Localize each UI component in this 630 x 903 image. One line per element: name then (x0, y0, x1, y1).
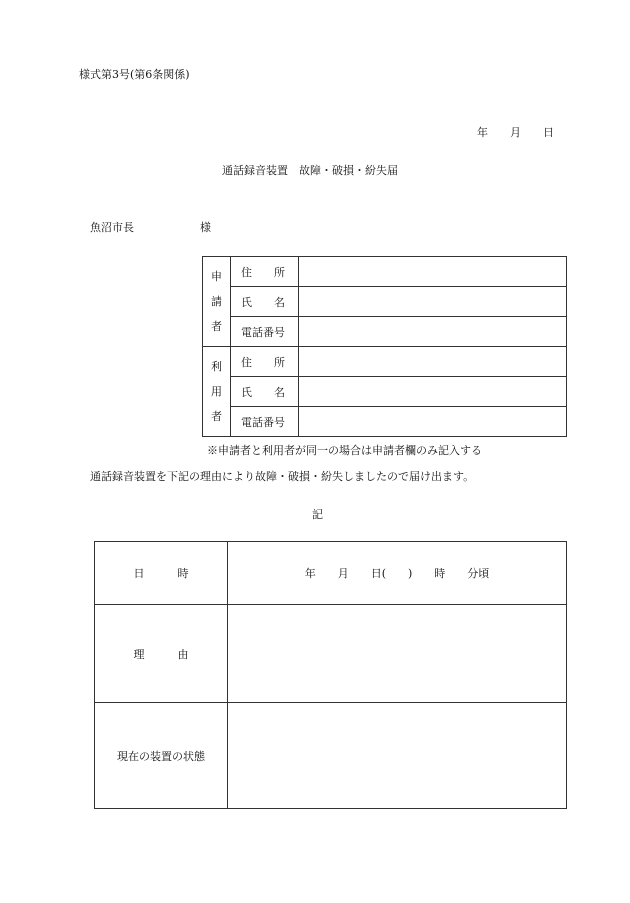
table-row (95, 703, 567, 809)
table-row (203, 377, 567, 407)
datetime-field[interactable]: 年 月 日( ) 時 分頃 (228, 542, 567, 605)
applicant-phone-label: 電話番号 (231, 317, 299, 347)
same-person-note: ※申請者と利用者が同一の場合は申請者欄のみ記入する (207, 444, 482, 457)
table-row (203, 347, 567, 377)
datetime-label: 日 時 (95, 542, 228, 605)
form-number: 様式第3号(第6条関係) (79, 68, 190, 81)
user-address-field[interactable] (299, 347, 567, 377)
reason-label: 理 由 (95, 605, 228, 703)
applicant-group-label: 申 請 者 (203, 257, 231, 347)
table-row (203, 407, 567, 437)
applicant-address-label: 住 所 (231, 257, 299, 287)
applicant-name-label: 氏 名 (231, 287, 299, 317)
ki-heading: 記 (312, 508, 323, 521)
user-name-label: 氏 名 (231, 377, 299, 407)
device-status-label: 現在の装置の状態 (95, 703, 228, 809)
table-row (203, 287, 567, 317)
page-title: 通話録音装置 故障・破損・紛失届 (222, 164, 398, 177)
user-address-label: 住 所 (231, 347, 299, 377)
applicant-name-field[interactable] (299, 287, 567, 317)
date-line: 年 月 日 (477, 126, 554, 139)
device-status-field[interactable] (228, 703, 567, 809)
table-row (95, 605, 567, 703)
statement-text: 通話録音装置を下記の理由により故障・破損・紛失しましたので届け出ます。 (90, 470, 475, 483)
detail-table (94, 541, 567, 809)
user-phone-field[interactable] (299, 407, 567, 437)
honorific: 様 (200, 221, 211, 234)
applicant-phone-field[interactable] (299, 317, 567, 347)
table-row (203, 317, 567, 347)
table-row (203, 257, 567, 287)
applicant-address-field[interactable] (299, 257, 567, 287)
user-phone-label: 電話番号 (231, 407, 299, 437)
addressee: 魚沼市長 (90, 221, 134, 234)
user-group-label: 利 用 者 (203, 347, 231, 437)
table-row (95, 542, 567, 605)
applicant-table (202, 256, 567, 437)
user-name-field[interactable] (299, 377, 567, 407)
reason-field[interactable] (228, 605, 567, 703)
